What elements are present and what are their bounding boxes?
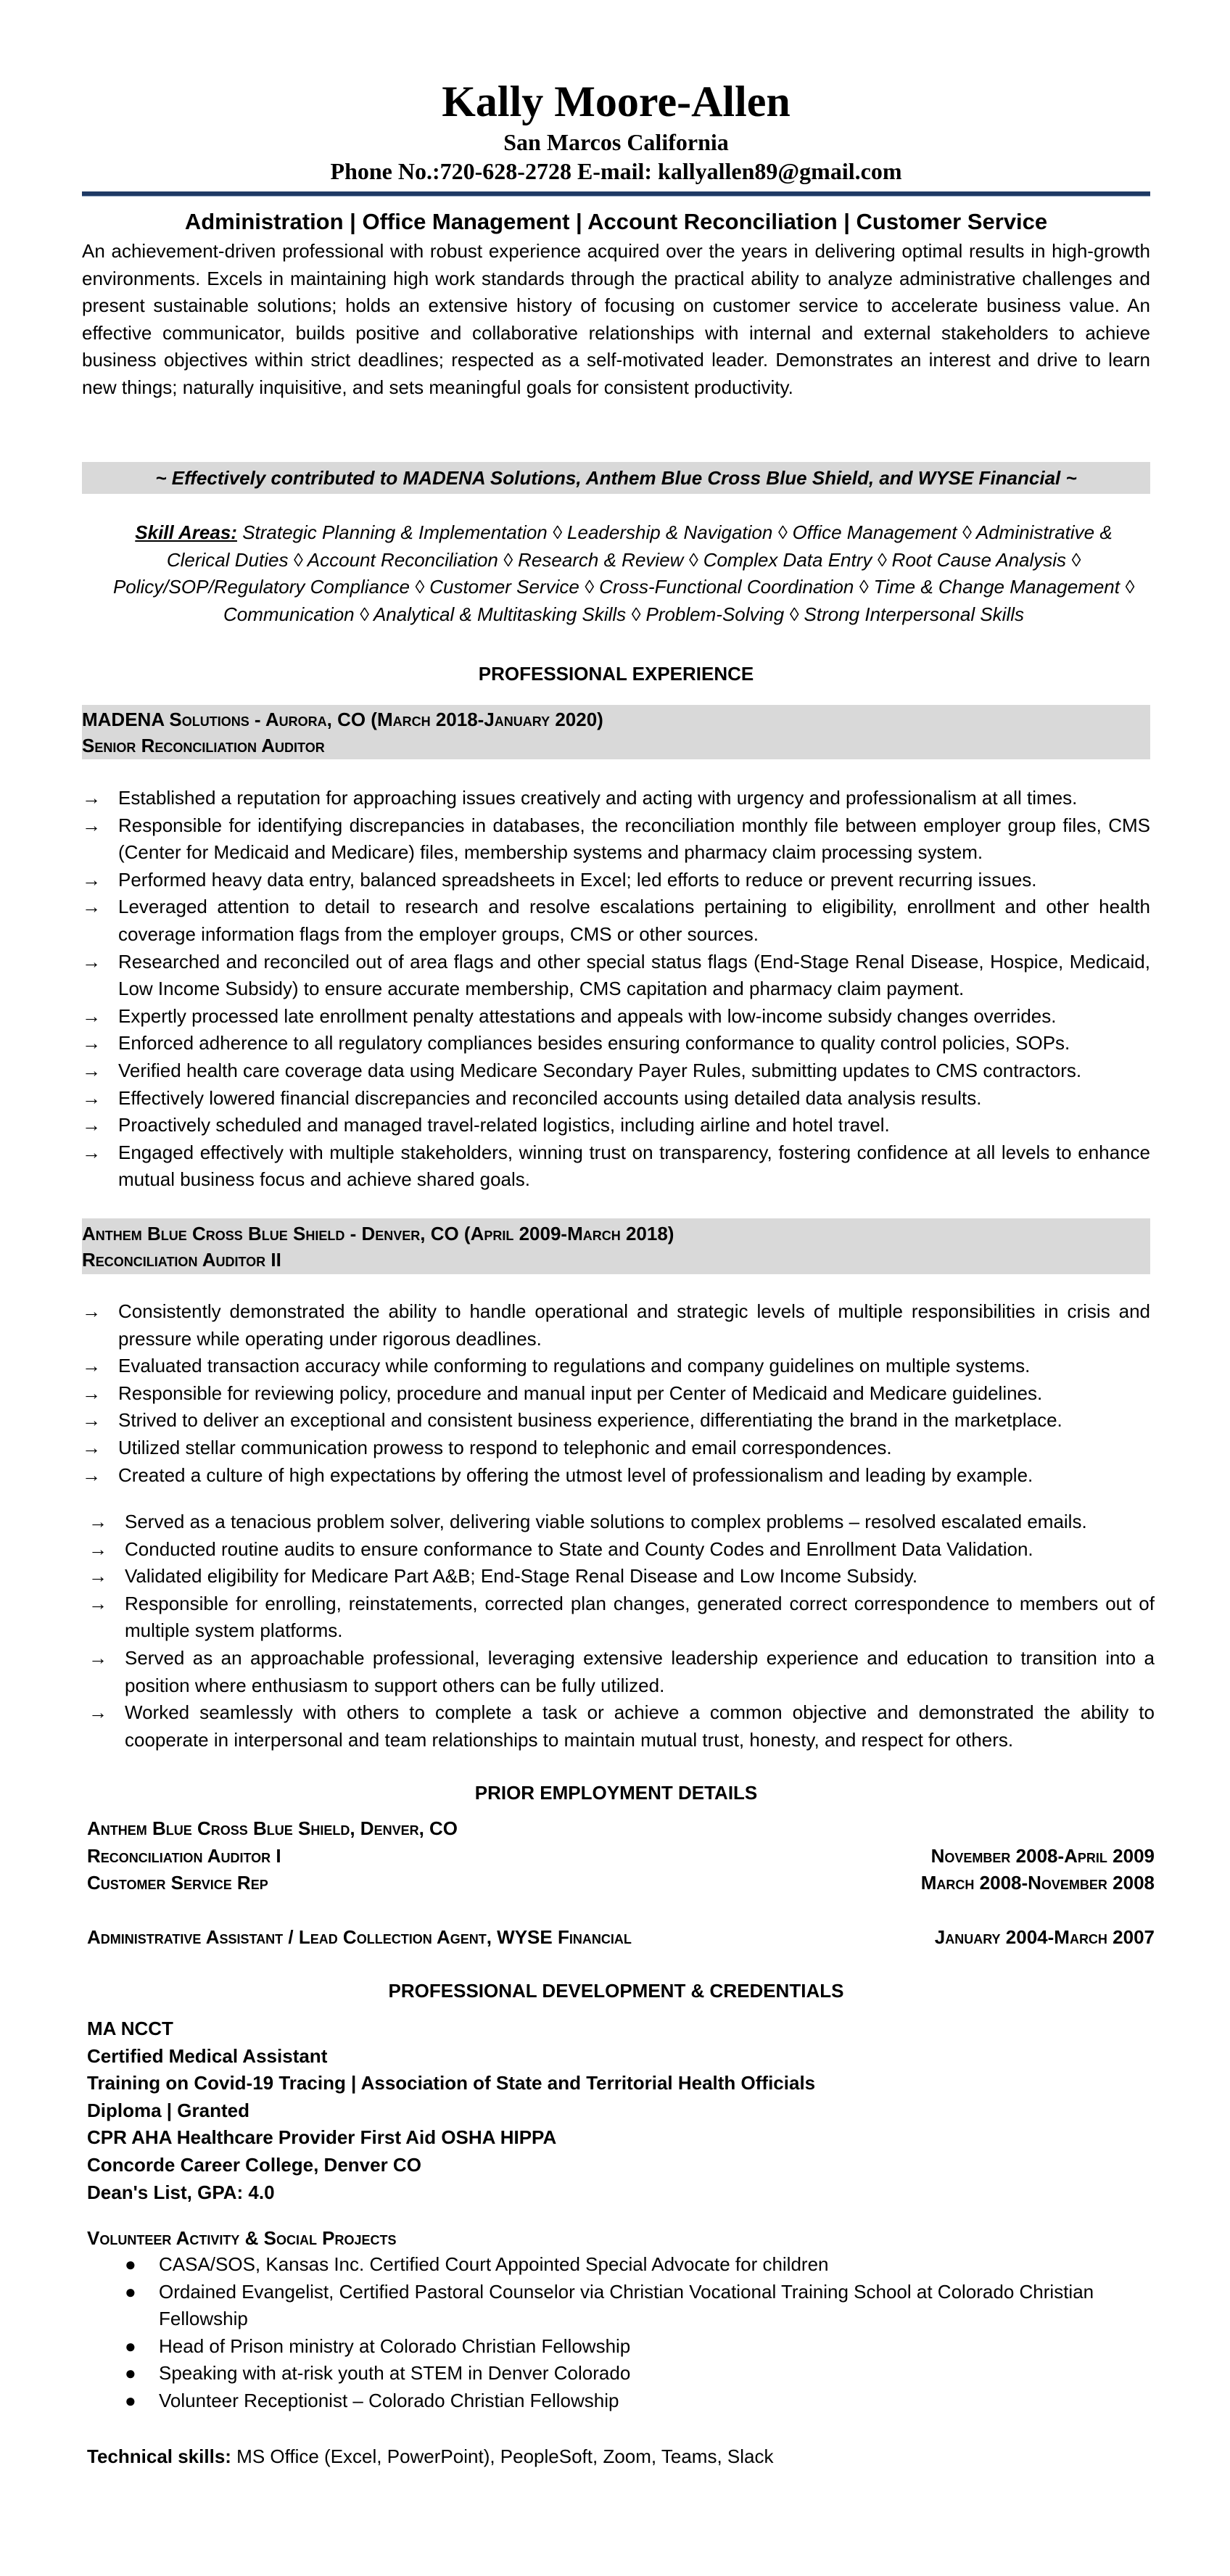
bullet-text: Created a culture of high expectations by offering the utmost level of professionalism and leading by example. bbox=[118, 1464, 1033, 1486]
bullet-text: CASA/SOS, Kansas Inc. Certified Court Appointed Special Advocate for children bbox=[159, 2253, 829, 2275]
job-company: Anthem Blue Cross Blue Shield - Denver, CO (April 2009-March 2018) bbox=[82, 1223, 674, 1244]
bullet-text: Established a reputation for approaching issues creatively and acting with urgency and professionalism at all times. bbox=[118, 787, 1078, 809]
bullet-text: Responsible for reviewing policy, procedure and manual input per Center of Medicaid and Medicare guidelines. bbox=[118, 1382, 1043, 1404]
arrow-right-icon: → bbox=[82, 1409, 101, 1432]
bullet-text: Worked seamlessly with others to complete a task or achieve a common objective and demonstrated the ability to cooperate in interpersonal and team relationships to maintain mutual trust, honesty, and respect for others. bbox=[125, 1701, 1155, 1751]
bullet-text: Volunteer Receptionist – Colorado Christian Fellowship bbox=[159, 2389, 619, 2411]
candidate-contact: Phone No.:720-628-2728 E-mail: kallyallen89@gmail.com bbox=[330, 158, 902, 184]
arrow-right-icon: → bbox=[88, 1701, 107, 1724]
arrow-right-icon: → bbox=[82, 1114, 101, 1136]
bullet-item bbox=[82, 1112, 1150, 1139]
bullet-text: Conducted routine audits to ensure conformance to State and County Codes and Enrollment Data Validation. bbox=[125, 1537, 1033, 1560]
bullet-text: Enforced adherence to all regulatory compliances besides ensuring conformance to quality control policies, SOPs. bbox=[118, 1032, 1070, 1054]
bullet-dot-icon: ● bbox=[125, 2334, 136, 2357]
prior-dates: March 2008-November 2008 bbox=[920, 1872, 1155, 1894]
arrow-right-icon: → bbox=[82, 1464, 101, 1486]
arrow-right-icon: → bbox=[82, 1382, 101, 1404]
bullet-dot-icon: ● bbox=[125, 2362, 136, 2385]
bullet-item bbox=[88, 1590, 1155, 1645]
technical-skills-label: Technical skills: bbox=[87, 2445, 231, 2467]
bullet-item bbox=[88, 1699, 1155, 1754]
bullet-item bbox=[82, 1139, 1150, 1194]
bullet-text: Served as an approachable professional, leveraging extensive leadership experience and education to transition into a position where enthusiasm to support others can be fully utilized. bbox=[125, 1646, 1155, 1696]
credential-item: CPR AHA Healthcare Provider First Aid OSHA HIPPA bbox=[87, 2126, 557, 2149]
candidate-location: San Marcos California bbox=[503, 129, 729, 155]
bullet-item bbox=[82, 1030, 1150, 1057]
arrow-right-icon: → bbox=[82, 950, 101, 973]
summary-paragraph: An achievement-driven professional with robust experience acquired over the years in delivering optimal results in high-growth environments. Excels in maintaining high work standards through the practical ability to analyze administrative challenges and present sustainable solutions; holds an extensive history of focusing on customer service to accelerate business value. An effective communicator, builds positive and collaborative relationships with internal and external stakeholders to achieve business objectives within strict deadlines; respected as a self-motivated leader. Demonstrates an interest and drive to learn new things; naturally inquisitive, and sets meaningful goals for consistent productivity. bbox=[82, 240, 1150, 398]
volunteer-list bbox=[87, 2251, 1102, 2415]
arrow-right-icon: → bbox=[82, 1141, 101, 1163]
bullet-text: Researched and reconciled out of area flags and other special status flags (End-Stage Renal Disease, Hospice, Medicaid, Low Income Subsidy) to ensure accurate membership, CMS capitation and pharmacy claim payment. bbox=[118, 950, 1150, 1000]
job-header-madena bbox=[82, 705, 1150, 759]
prior-role: Administrative Assistant / Lead Collection Agent, WYSE Financial bbox=[87, 1925, 632, 1948]
job-bullets-madena bbox=[82, 785, 1150, 1194]
bullet-text: Utilized stellar communication prowess to respond to telephonic and email correspondences. bbox=[118, 1436, 892, 1458]
experience-title: PROFESSIONAL EXPERIENCE bbox=[478, 663, 754, 685]
companies-banner: ~ Effectively contributed to MADENA Solutions, Anthem Blue Cross Blue Shield, and WYSE Financial ~ bbox=[82, 462, 1150, 494]
bullet-item bbox=[82, 1434, 1150, 1462]
headline: Administration | Office Management | Account Reconciliation | Customer Service bbox=[184, 209, 1048, 234]
job-role: Reconciliation Auditor II bbox=[82, 1249, 281, 1271]
arrow-right-icon: → bbox=[88, 1565, 107, 1588]
job-header-anthem bbox=[82, 1218, 1150, 1274]
bullet-item bbox=[82, 867, 1150, 894]
arrow-right-icon: → bbox=[88, 1592, 107, 1614]
skill-areas-label: Skill Areas: bbox=[135, 521, 237, 543]
credential-item: MA NCCT bbox=[87, 2018, 173, 2039]
bullet-item bbox=[88, 1536, 1155, 1564]
prior-dates: January 2004-March 2007 bbox=[934, 1925, 1155, 1948]
credentials-list bbox=[87, 2015, 1155, 2206]
bullet-text: Leveraged attention to detail to research and resolve escalations pertaining to eligibility, enrollment and other health coverage information flags from the employer groups, CMS or other sources. bbox=[118, 896, 1150, 945]
arrow-right-icon: → bbox=[82, 787, 101, 809]
bullet-item bbox=[82, 1298, 1150, 1353]
bullet-item bbox=[82, 1407, 1150, 1434]
bullet-item bbox=[88, 1563, 1155, 1590]
bullet-text: Responsible for enrolling, reinstatements, corrected plan changes, generated correct correspondence to members out of multiple system platforms. bbox=[125, 1592, 1155, 1642]
bullet-item bbox=[82, 1003, 1150, 1031]
arrow-right-icon: → bbox=[88, 1537, 107, 1560]
arrow-right-icon: → bbox=[82, 1059, 101, 1081]
prior-employer-name: Anthem Blue Cross Blue Shield, Denver, CO bbox=[87, 1817, 458, 1839]
volunteer-title: Volunteer Activity & Social Projects bbox=[87, 2227, 397, 2249]
job-bullets-anthem-2 bbox=[88, 1508, 1155, 1754]
bullet-text: Served as a tenacious problem solver, delivering viable solutions to complex problems – resolved escalated emails. bbox=[125, 1511, 1087, 1532]
prior-role: Reconciliation Auditor I bbox=[87, 1844, 281, 1867]
prior-row bbox=[87, 1870, 1155, 1897]
bullet-item bbox=[87, 2251, 1102, 2279]
bullet-text: Proactively scheduled and managed travel-related logistics, including airline and hotel travel. bbox=[118, 1114, 890, 1136]
arrow-right-icon: → bbox=[82, 1355, 101, 1377]
header-divider bbox=[82, 191, 1150, 197]
bullet-text: Speaking with at-risk youth at STEM in Denver Colorado bbox=[159, 2362, 631, 2385]
technical-skills-text: MS Office (Excel, PowerPoint), PeopleSoft, Zoom, Teams, Slack bbox=[231, 2445, 774, 2467]
bullet-item bbox=[82, 785, 1150, 812]
bullet-item bbox=[82, 1057, 1150, 1085]
bullet-item bbox=[87, 2360, 1102, 2387]
credential-item: Concorde Career College, Denver CO bbox=[87, 2153, 421, 2176]
bullet-text: Responsible for identifying discrepancies in databases, the reconciliation monthly file between employer group files, CMS (Center for Medicaid and Medicare) files, membership systems and pharmacy claim processing system. bbox=[118, 814, 1150, 864]
bullet-item bbox=[82, 1085, 1150, 1112]
arrow-right-icon: → bbox=[82, 1300, 101, 1322]
skill-areas-text: Strategic Planning & Implementation ◊ Leadership & Navigation ◊ Office Management ◊ Administrative & Clerical Duties ◊ Account Reconciliation ◊ Research & Review ◊ Complex Data Entry ◊ Root Cause Analysis ◊ Policy/SOP/Regulatory Compliance ◊ Customer Service ◊ Cross-Functional Coordination ◊ Time & Change Management ◊ Communication ◊ Analytical & Multitasking Skills ◊ Problem-Solving ◊ Strong Interpersonal Skills bbox=[112, 521, 1135, 626]
bullet-text: Consistently demonstrated the ability to handle operational and strategic levels of multiple responsibilities in crisis and pressure while operating under rigorous deadlines. bbox=[118, 1300, 1150, 1350]
arrow-right-icon: → bbox=[88, 1511, 107, 1532]
bullet-text: Evaluated transaction accuracy while conforming to regulations and company guidelines on multiple systems. bbox=[118, 1355, 1031, 1377]
job-company: MADENA Solutions - Aurora, CO (March 2018-January 2020) bbox=[82, 709, 603, 730]
prior-dates: November 2008-April 2009 bbox=[930, 1844, 1155, 1867]
skill-areas bbox=[102, 519, 1146, 629]
bullet-item bbox=[82, 1380, 1150, 1408]
arrow-right-icon: → bbox=[82, 1086, 101, 1109]
prior-role: Customer Service Rep bbox=[87, 1872, 268, 1894]
bullet-text: Performed heavy data entry, balanced spreadsheets in Excel; led efforts to reduce or prevent recurring issues. bbox=[118, 868, 1037, 891]
bullet-dot-icon: ● bbox=[125, 2280, 136, 2303]
bullet-item bbox=[82, 949, 1150, 1003]
prior-row bbox=[87, 1924, 1155, 1952]
arrow-right-icon: → bbox=[82, 1436, 101, 1458]
bullet-text: Ordained Evangelist, Certified Pastoral Counselor via Christian Vocational Training School at Colorado Christian Fellowship bbox=[159, 2280, 1094, 2330]
job-role: Senior Reconciliation Auditor bbox=[82, 735, 325, 756]
bullet-text: Verified health care coverage data using Medicare Secondary Payer Rules, submitting updates to CMS contractors. bbox=[118, 1059, 1082, 1081]
prior-employer bbox=[87, 1815, 1155, 1843]
credential-item: Training on Covid-19 Tracing | Association of State and Territorial Health Officials bbox=[87, 2072, 816, 2094]
bullet-item bbox=[88, 1645, 1155, 1699]
bullet-item bbox=[82, 812, 1150, 867]
bullet-item bbox=[88, 1508, 1155, 1536]
prior-employment bbox=[87, 1815, 1155, 1951]
arrow-right-icon: → bbox=[82, 896, 101, 918]
credential-item: Dean's List, GPA: 4.0 bbox=[87, 2181, 275, 2203]
bullet-item bbox=[82, 1462, 1150, 1490]
bullet-item bbox=[87, 2387, 1102, 2415]
credentials-title: PROFESSIONAL DEVELOPMENT & CREDENTIALS bbox=[388, 1980, 844, 2002]
credential-item: Certified Medical Assistant bbox=[87, 2044, 328, 2067]
arrow-right-icon: → bbox=[82, 868, 101, 891]
candidate-name: Kally Moore-Allen bbox=[442, 78, 791, 125]
bullet-item bbox=[82, 1353, 1150, 1380]
prior-row bbox=[87, 1843, 1155, 1870]
bullet-item bbox=[82, 893, 1150, 948]
bullet-text: Strived to deliver an exceptional and consistent business experience, differentiating the brand in the marketplace. bbox=[118, 1409, 1062, 1432]
bullet-item bbox=[87, 2333, 1102, 2361]
bullet-text: Effectively lowered financial discrepancies and reconciled accounts using detailed data analysis results. bbox=[118, 1086, 982, 1109]
bullet-text: Engaged effectively with multiple stakeholders, winning trust on transparency, fostering confidence at all levels to enhance mutual business focus and achieve shared goals. bbox=[118, 1141, 1150, 1191]
bullet-text: Validated eligibility for Medicare Part A&B; End-Stage Renal Disease and Low Income Subsidy. bbox=[125, 1565, 918, 1588]
prior-employment-title: PRIOR EMPLOYMENT DETAILS bbox=[474, 1782, 758, 1804]
bullet-dot-icon: ● bbox=[125, 2253, 136, 2275]
bullet-dot-icon: ● bbox=[125, 2389, 136, 2411]
credential-item: Diploma | Granted bbox=[87, 2099, 249, 2121]
arrow-right-icon: → bbox=[82, 1032, 101, 1054]
job-bullets-anthem bbox=[82, 1298, 1150, 1489]
technical-skills bbox=[87, 2443, 1155, 2470]
bullet-item bbox=[87, 2279, 1102, 2333]
bullet-text: Head of Prison ministry at Colorado Christian Fellowship bbox=[159, 2334, 631, 2357]
arrow-right-icon: → bbox=[82, 1004, 101, 1027]
arrow-right-icon: → bbox=[82, 814, 101, 836]
arrow-right-icon: → bbox=[88, 1646, 107, 1669]
bullet-text: Expertly processed late enrollment penalty attestations and appeals with low-income subsidy changes overrides. bbox=[118, 1004, 1057, 1027]
